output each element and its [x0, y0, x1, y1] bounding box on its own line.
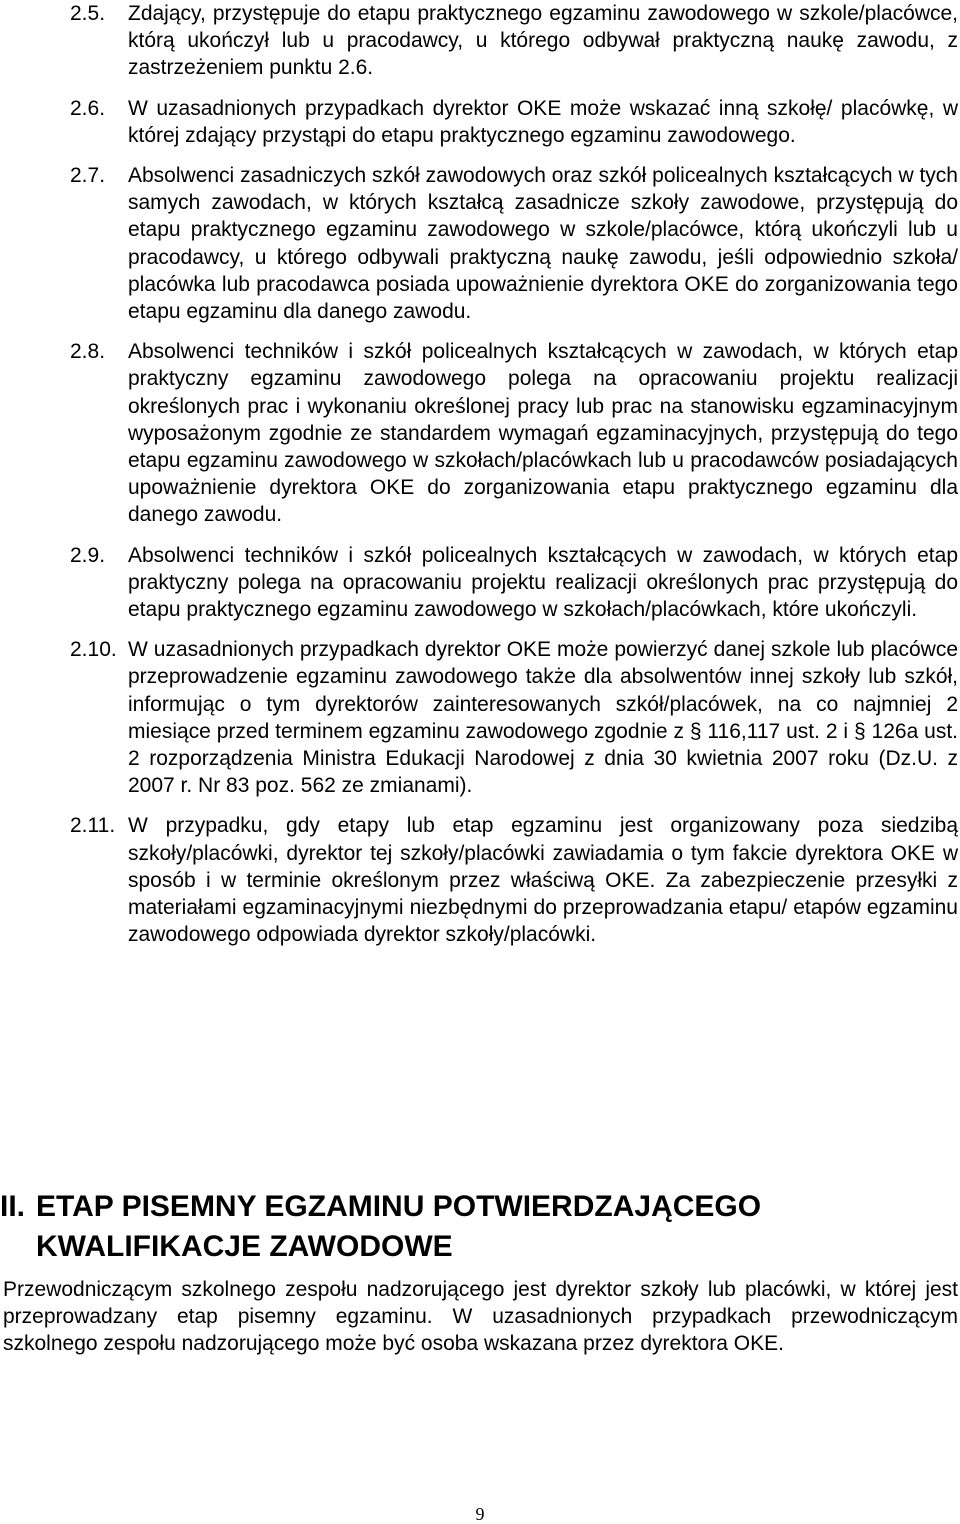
section-title-text: ETAP PISEMNY EGZAMINU POTWIERDZAJĄCEGO KWALIFIKACJE ZAWODOWE [36, 1190, 762, 1263]
item-number: 2.10. [70, 638, 117, 662]
item-text: Absolwenci techników i szkół policealnych kształcących w zawodach, w których etap praktyczny egzaminu zawodowego polega na opracowaniu projektu realizacji określonych prac i wykonaniu określonej pracy lub prac na stanowisku egzaminacyjnym wyposażonym zgodnie ze standardem wymagań egzaminacyjnych, przystępują do tego etapu egzaminu zawodowego w szkołach/placówkach lub u pracodawców posiadających upoważnienie dyrektora OKE do zorganizowania etapu praktycznego egzaminu dla danego zawodu. [128, 340, 958, 527]
item-text: Zdający, przystępuje do etapu praktycznego egzaminu zawodowego w szkole/placówce, którą ukończył lub u pracodawcy, u którego odbywał praktyczną naukę zawodu, z zastrzeżeniem punktu 2.6. [128, 2, 958, 80]
numbered-list [70, 0, 958, 962]
page-number: 9 [475, 1504, 485, 1524]
list-item [70, 338, 958, 528]
list-item [70, 95, 958, 149]
item-number: 2.9. [70, 543, 106, 567]
item-number: 2.7. [70, 164, 106, 188]
item-number: 2.6. [70, 96, 106, 120]
item-text: W uzasadnionych przypadkach dyrektor OKE może wskazać inną szkołę/ placówkę, w której zdający przystąpi do etapu praktycznego egzaminu zawodowego. [128, 96, 958, 147]
list-item [70, 812, 958, 948]
item-number: 2.8. [70, 340, 106, 364]
item-number: 2.5. [70, 2, 106, 25]
item-text: Absolwenci techników i szkół policealnych kształcących w zawodach, w których etap praktyczny polega na opracowaniu projektu realizacji określonych prac przystępują do etapu praktycznego egzaminu zawodowego w szkołach/placówkach, które ukończyli. [128, 543, 958, 622]
item-text: W przypadku, gdy etapy lub etap egzaminu jest organizowany poza siedzibą szkoły/placówki, dyrektor tej szkoły/placówki zawiadamia o tym fakcie dyrektora OKE w sposób i w terminie określonym przez właściwą OKE. Za zabezpieczenie przesyłki z materiałami egzaminacyjnymi niezbędnymi do przeprowadzania etapu/ etapów egzaminu zawodowego odpowiada dyrektor szkoły/placówki. [128, 814, 958, 947]
list-item [70, 0, 958, 82]
item-text: Absolwenci zasadniczych szkół zawodowych oraz szkół policealnych kształcących w tych samych zawodach, w których kształcą zasadnicze szkoły zawodowe, przystępują do etapu praktycznego egzaminu zawodowego w szkole/placówce, którą ukończyli lub u pracodawcy, u którego odbywali praktyczną naukę zawodu, jeśli odpowiednio szkoła/ placówka lub pracodawca posiada upoważnienie dyrektora OKE do zorganizowania tego etapu egzaminu dla danego zawodu. [128, 164, 958, 324]
body-paragraph: Przewodniczącym szkolnego zespołu nadzorującego jest dyrektor szkoły lub placówki, w której jest przeprowadzany etap pisemny egzaminu. W uzasadnionych przypadkach przewodniczącym szkolnego zespołu nadzorującego może być osoba wskazana przez dyrektora OKE. [3, 1278, 958, 1356]
item-text: W uzasadnionych przypadkach dyrektor OKE może powierzyć danej szkole lub placówce przeprowadzenie egzaminu zawodowego także dla absolwentów innej szkoły lub szkół, informując o tym dyrektorów zainteresowanych szkół/placówek, na co najmniej 2 miesiące przed terminem egzaminu zawodowego zgodnie z § 116,117 ust. 2 i § 126a ust. 2 rozporządzenia Ministra Edukacji Narodowej z dnia 30 kwietnia 2007 roku (Dz.U. z 2007 r. Nr 83 poz. 562 ze zmianami). [128, 638, 958, 798]
section-number: II. [0, 1190, 26, 1223]
list-item [70, 542, 958, 624]
list-item [70, 636, 958, 799]
item-number: 2.11. [70, 814, 116, 838]
list-item [70, 162, 958, 325]
section-heading [0, 1187, 900, 1267]
